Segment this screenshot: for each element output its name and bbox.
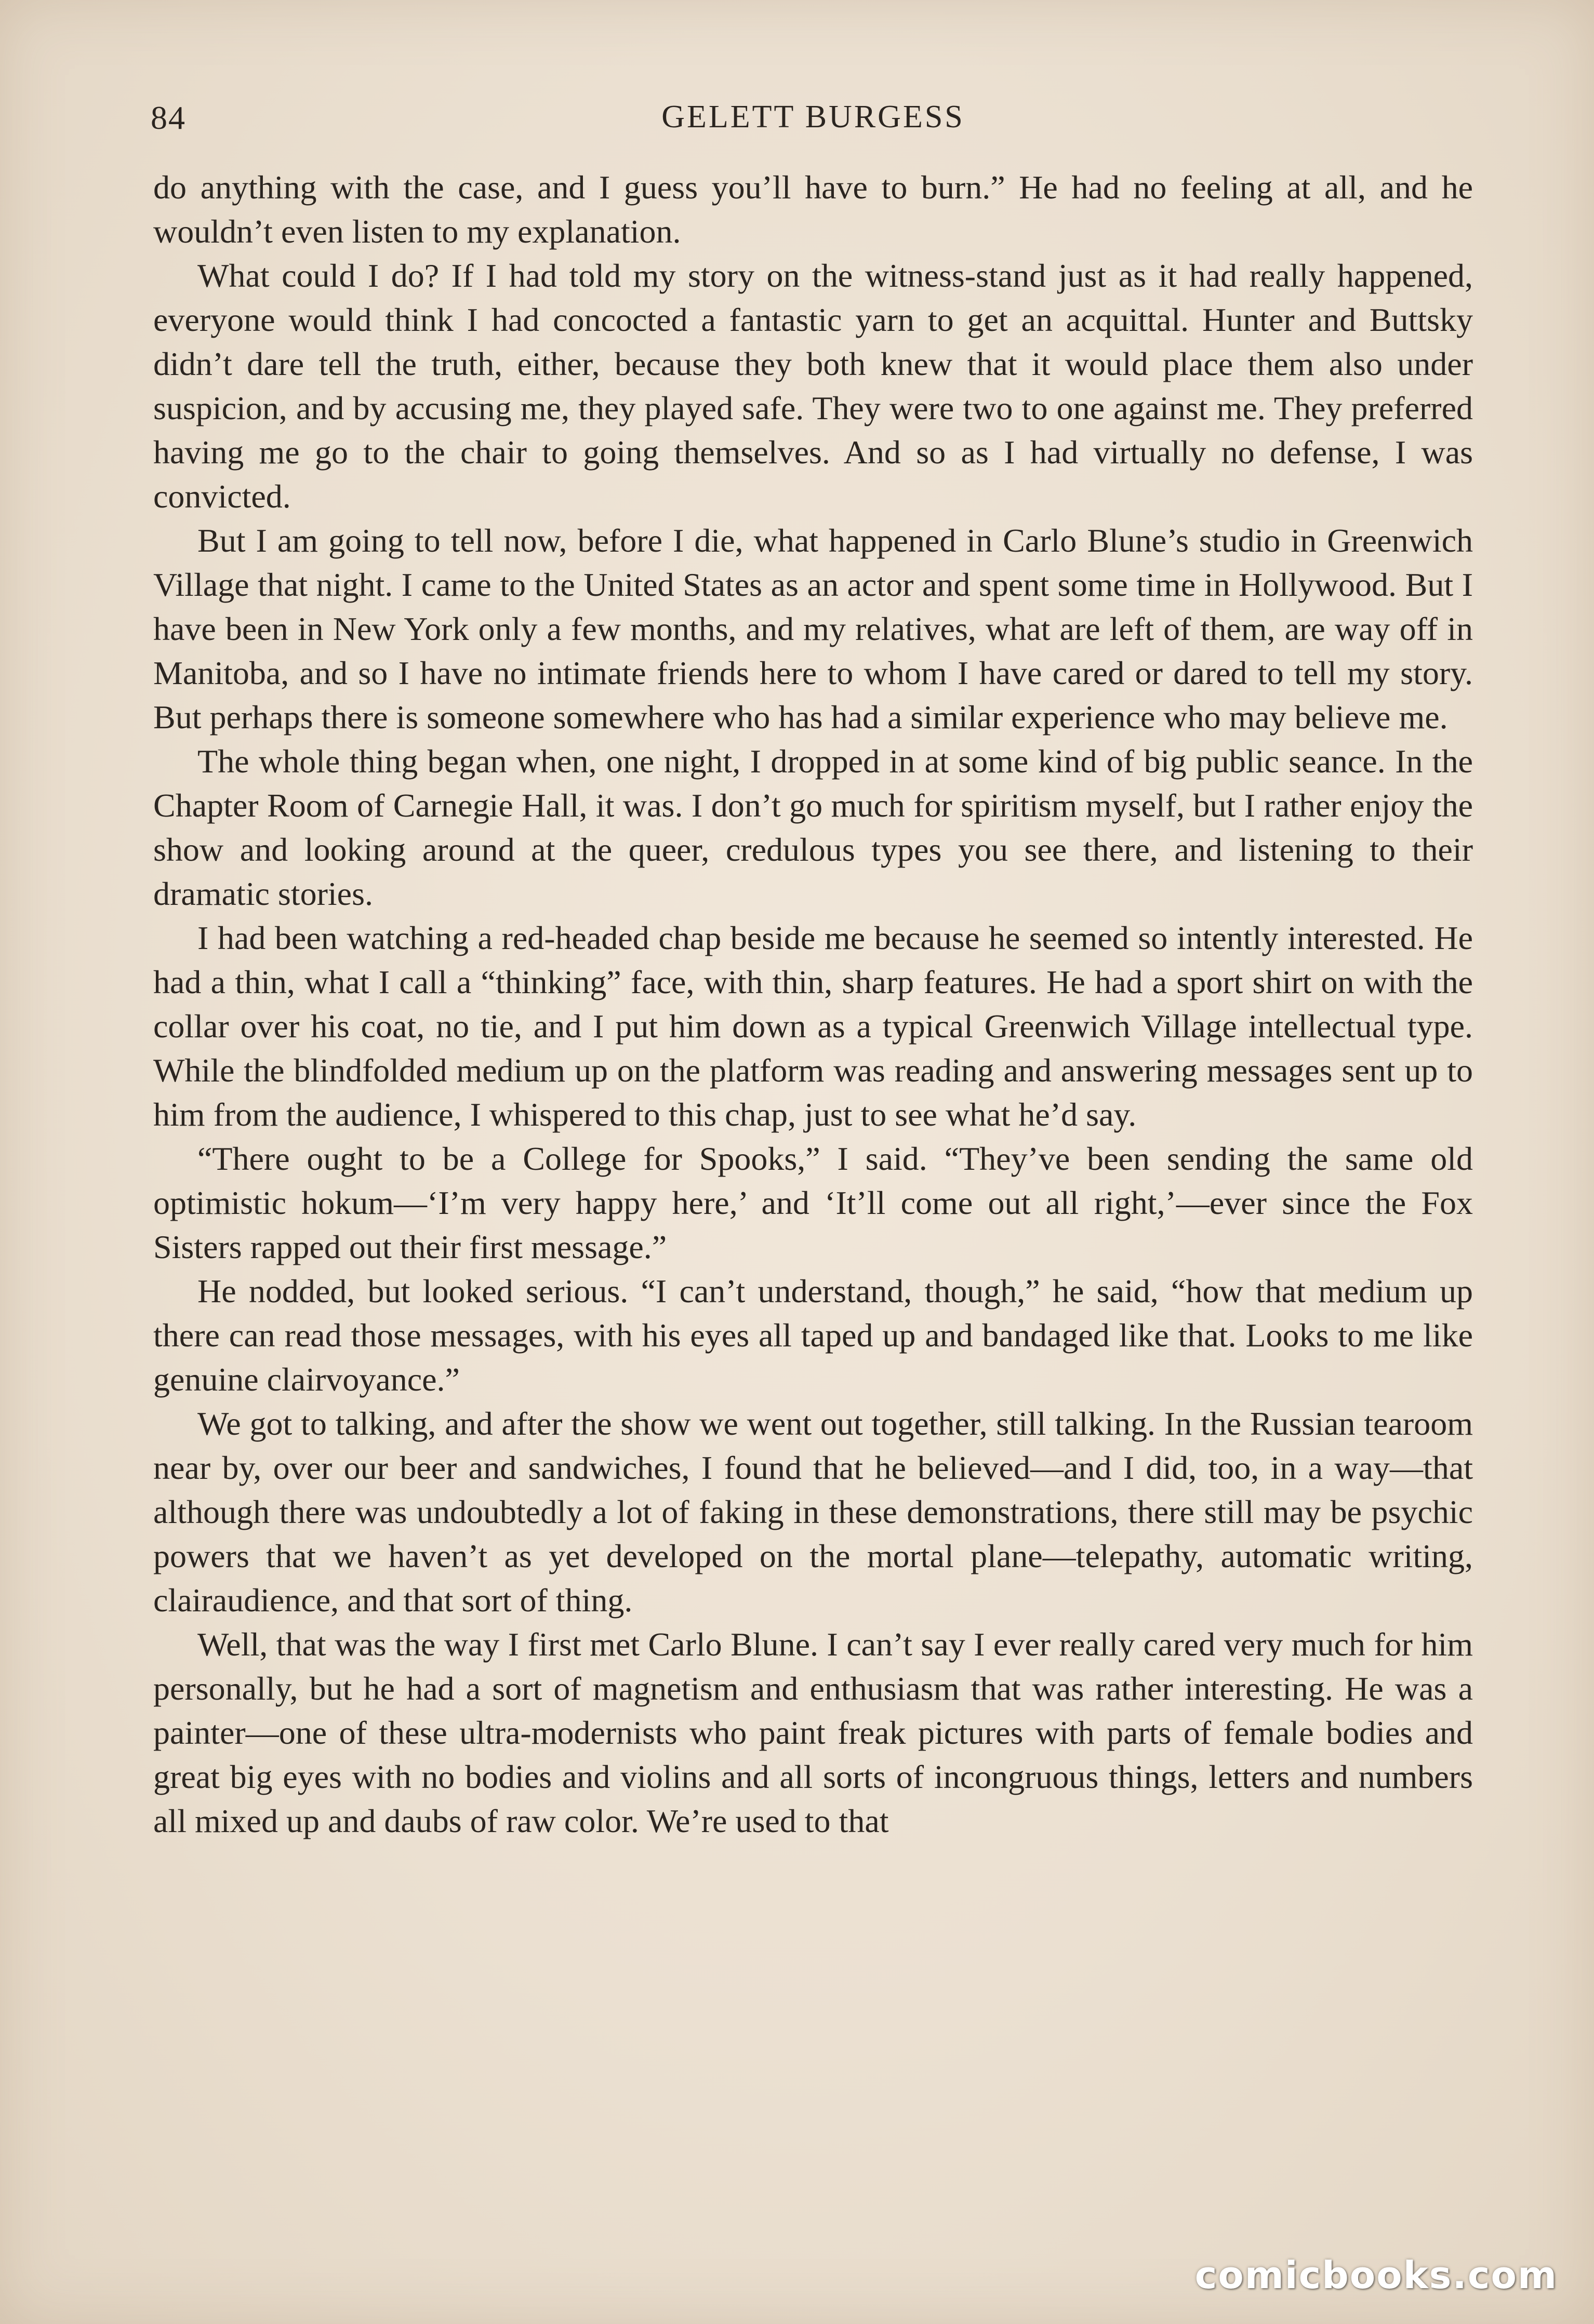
watermark: comicbooks.com bbox=[1194, 2253, 1558, 2297]
paragraph: The whole thing began when, one night, I dropped in at some kind of big public seance. In the Chapter Room of Carnegie Hall, it was. I don’t go much for spiritism myself, but I rather enjoy the show and looking around at the queer, credulous types you see there, and listening to their dramatic stories. bbox=[153, 743, 1473, 912]
paragraph: We got to talking, and after the show we went out together, still talking. In the Russian tearoom near by, over our beer and sandwiches, I found that he believed—and I did, too, in a way—that although there was undoubtedly a lot of faking in these demonstrations, there still may be psychic powers that we haven’t as yet developed on the mortal plane—telepathy, automatic writing, clairaudience, and that sort of thing. bbox=[153, 1405, 1473, 1619]
running-head bbox=[151, 99, 1476, 145]
paragraph: Well, that was the way I first met Carlo Blune. I can’t say I ever really cared very much for him personally, but he had a sort of magnetism and enthusiasm that was rather interesting. He was a painter—one of these ultra-modernists who paint freak pictures with parts of female bodies and great big eyes with no bodies and violins and all sorts of incongruous things, letters and numbers all mixed up and daubs of raw color. We’re used to that bbox=[153, 1626, 1473, 1839]
paragraph: What could I do? If I had told my story on the witness-stand just as it had really happened, everyone would think I had concocted a fantastic yarn to get an acquittal. Hunter and Buttsky didn’t dare tell the truth, either, because they both knew that it would place them also under suspicion, and by accusing me, they played safe. They were two to one against me. They preferred having me go to the chair to going themselves. And so as I had virtually no defense, I was convicted. bbox=[153, 257, 1473, 515]
paragraph: I had been watching a red-headed chap beside me because he seemed so intently interested. He had a thin, what I call a “thinking” face, with thin, sharp features. He had a sport shirt on with the collar over his coat, no tie, and I put him down as a typical Greenwich Village intellectual type. While the blindfolded medium up on the platform was reading and answering messages sent up to him from the audience, I whispered to this chap, just to see what he’d say. bbox=[153, 919, 1473, 1133]
paragraph: But I am going to tell now, before I die, what happened in Carlo Blune’s studio in Greenwich Village that night. I came to the United States as an actor and spent some time in Hollywood. But I have been in New York only a few months, and my relatives, what are left of them, are way off in Manitoba, and so I have no intimate friends here to whom I have cared or dared to tell my story. But perhaps there is someone somewhere who has had a similar experience who may believe me. bbox=[153, 522, 1473, 736]
paragraph: “There ought to be a College for Spooks,” I said. “They’ve been sending the same old optimistic hokum—‘I’m very happy here,’ and ‘It’ll come out all right,’—ever since the Fox Sisters rapped out their first message.” bbox=[153, 1140, 1473, 1265]
page-number: 84 bbox=[151, 99, 186, 136]
paragraph: do anything with the case, and I guess you’ll have to burn.” He had no feeling at all, and he wouldn’t even listen to my explanation. bbox=[153, 169, 1473, 250]
paragraph: He nodded, but looked serious. “I can’t understand, though,” he said, “how that medium up there can read those messages, with his eyes all taped up and bandaged like that. Looks to me like genuine clairvoyance.” bbox=[153, 1273, 1473, 1398]
running-title: GELETT BURGESS bbox=[661, 99, 965, 135]
body-text bbox=[153, 165, 1473, 1843]
